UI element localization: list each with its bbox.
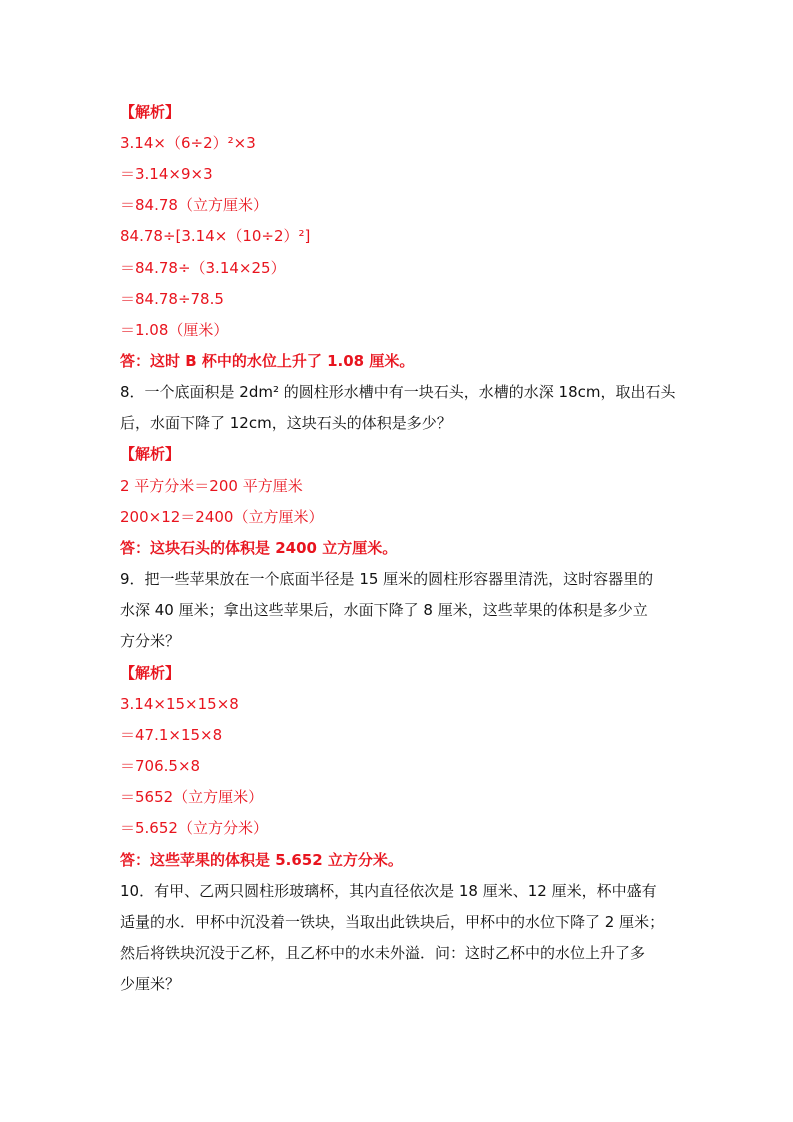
solution-line: 84.78÷[3.14×（10÷2）²] [120,227,311,245]
solution-line: 2 平方分米＝200 平方厘米 [120,477,303,495]
solution-line: ＝5652（立方厘米） [120,788,264,806]
question-line: 水深 40 厘米；拿出这些苹果后，水面下降了 8 厘米，这些苹果的体积是多少立 [120,601,648,619]
answer-line: 答：这块石头的体积是 2400 立方厘米。 [120,539,398,557]
solution-line: ＝47.1×15×8 [120,726,223,744]
solution-line: 3.14×（6÷2）²×3 [120,134,256,152]
answer-line: 答：这些苹果的体积是 5.652 立方分米。 [120,851,403,869]
analysis-heading: 【解析】 [120,103,181,121]
question-line: 后，水面下降了 12cm，这块石头的体积是多少？ [120,414,452,432]
solution-line: ＝84.78（立方厘米） [120,196,268,214]
solution-line: ＝5.652（立方分米） [120,819,268,837]
question-line: 方分米？ [120,632,181,650]
answer-line: 答：这时 B 杯中的水位上升了 1.08 厘米。 [120,352,415,370]
solution-line: ＝1.08（厘米） [120,321,229,339]
solution-line: ＝706.5×8 [120,757,201,775]
analysis-heading: 【解析】 [120,445,181,463]
solution-line: ＝3.14×9×3 [120,165,213,183]
solution-line: ＝84.78÷78.5 [120,290,224,308]
question-line: 10．有甲、乙两只圆柱形玻璃杯，其内直径依次是 18 厘米、12 厘米，杯中盛有 [120,882,657,900]
question-line: 适量的水．甲杯中沉没着一铁块，当取出此铁块后，甲杯中的水位下降了 2 厘米； [120,913,665,931]
solution-line: 3.14×15×15×8 [120,695,239,713]
analysis-heading: 【解析】 [120,664,181,682]
solution-line: ＝84.78÷（3.14×25） [120,259,286,277]
solution-line: 200×12＝2400（立方厘米） [120,508,324,526]
question-line: 然后将铁块沉没于乙杯，且乙杯中的水未外溢．问：这时乙杯中的水位上升了多 [120,944,646,962]
question-line: 9．把一些苹果放在一个底面半径是 15 厘米的圆柱形容器里清洗，这时容器里的 [120,570,654,588]
question-line: 8．一个底面积是 2dm² 的圆柱形水槽中有一块石头，水槽的水深 18cm，取出石头 [120,383,676,401]
question-line: 少厘米？ [120,975,181,993]
